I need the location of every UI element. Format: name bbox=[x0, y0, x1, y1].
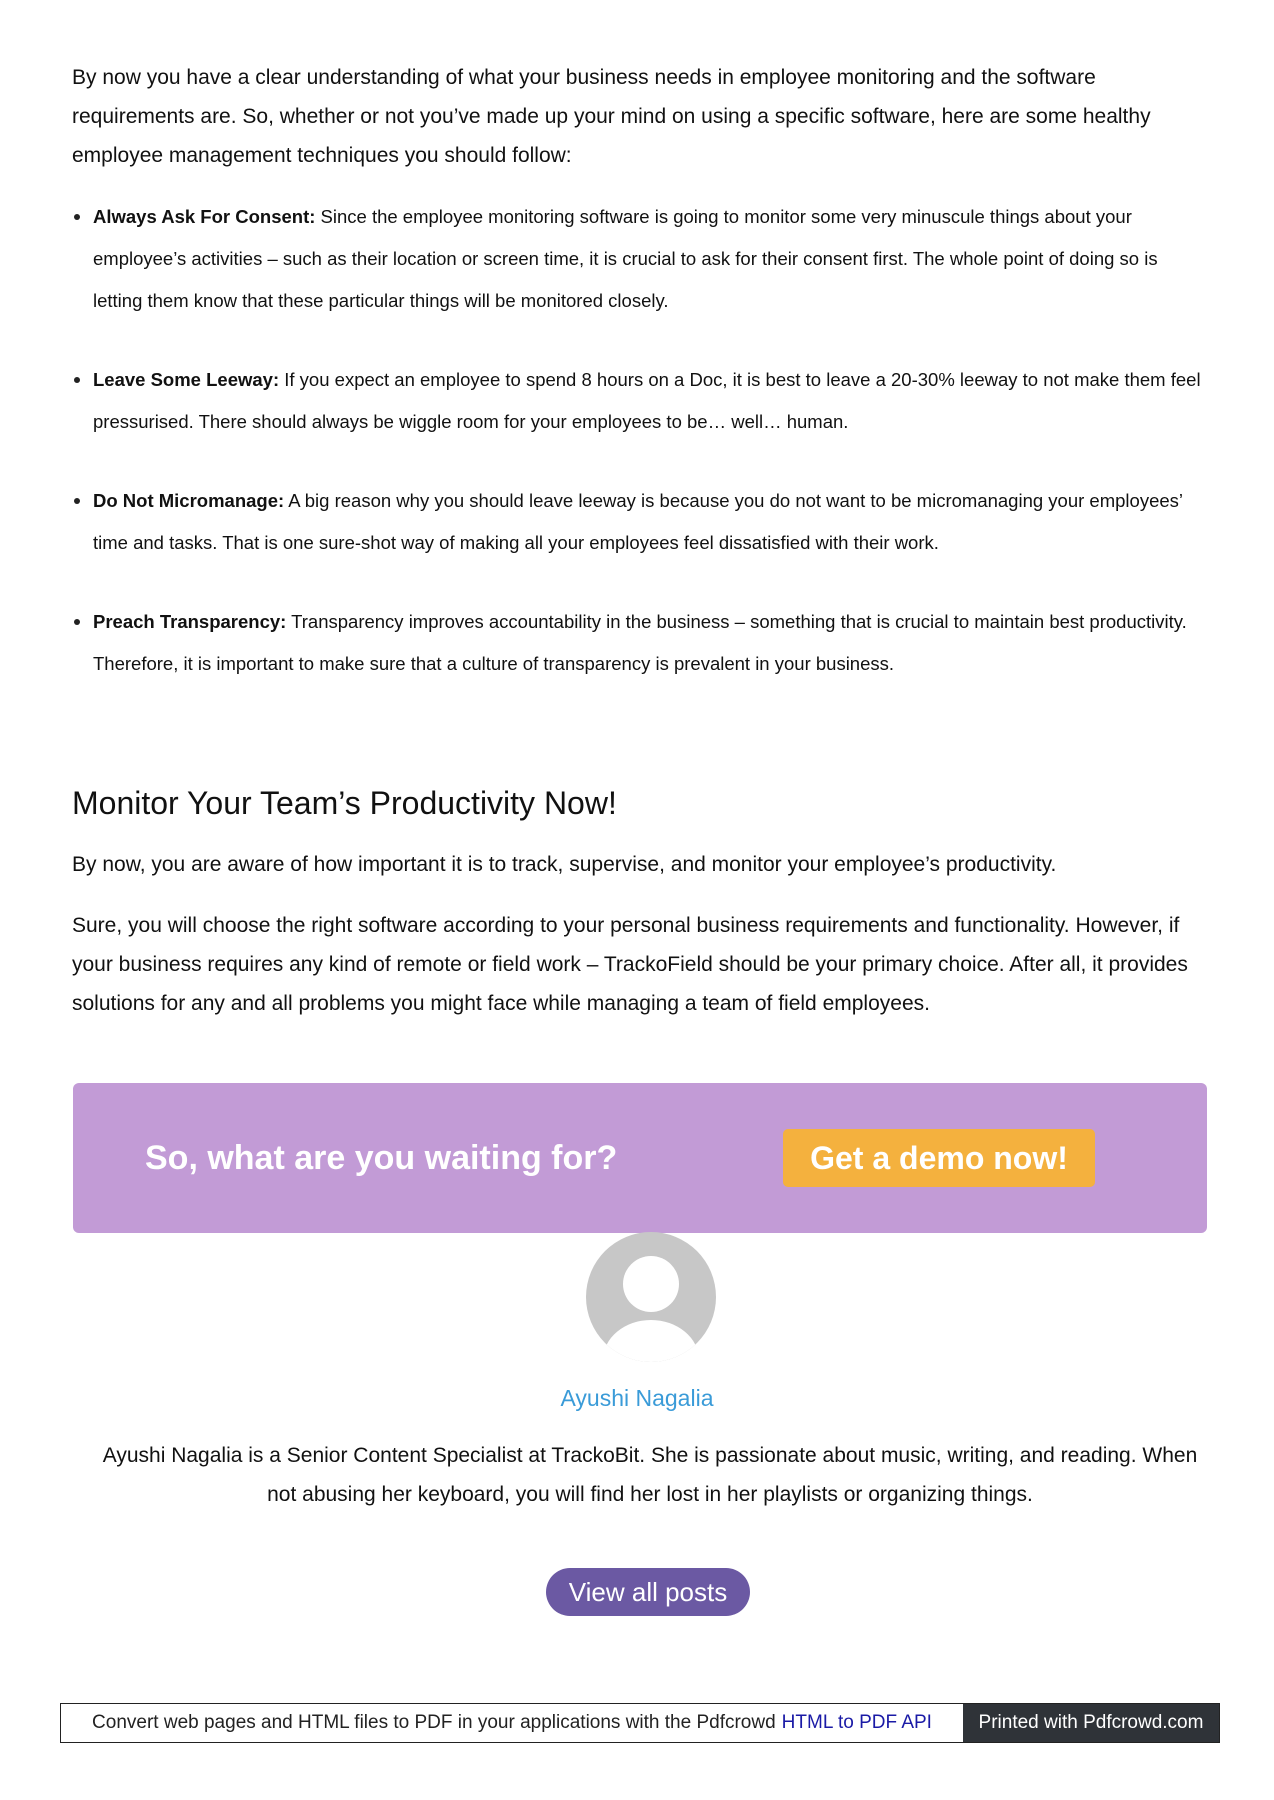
tip-text: If you expect an employee to spend 8 hours on a Doc, it is best to leave a 20-30% leeway to not make them feel pressurised. There should always be wiggle room for your employees to be… well… human. bbox=[93, 369, 1201, 432]
list-item bbox=[72, 196, 1212, 322]
list-item bbox=[72, 480, 1212, 564]
section-paragraph-1: By now, you are aware of how important it is to track, supervise, and monitor your employee’s productivity. bbox=[72, 853, 1057, 876]
cta-text: So, what are you waiting for? bbox=[145, 1139, 618, 1177]
get-demo-button[interactable]: Get a demo now! bbox=[783, 1129, 1095, 1187]
section-heading: Monitor Your Team’s Productivity Now! bbox=[72, 785, 617, 821]
html-to-pdf-link[interactable]: HTML to PDF API bbox=[781, 1712, 932, 1733]
tip-text: A big reason why you should leave leeway is because you do not want to be micromanaging your employees’ time and tasks. That is one sure-shot way of making all your employees feel dissatisfied with their work. bbox=[93, 490, 1183, 553]
section-paragraph-2: Sure, you will choose the right software according to your personal business requirements and functionality. However, if your business requires any kind of remote or field work – TrackoField should be your primary choice. After all, it provides solutions for any and all problems you might face while managing a team of field employees. bbox=[72, 914, 1188, 1015]
footer-text: Convert web pages and HTML files to PDF in your applications with the Pdfcrowd bbox=[92, 1712, 776, 1733]
author-bio: Ayushi Nagalia is a Senior Content Specialist at TrackoBit. She is passionate about music, writing, and reading. When not abusing her keyboard, you will find her lost in her playlists or organizing things. bbox=[102, 1444, 1198, 1506]
list-item bbox=[72, 601, 1212, 685]
tip-title: Do Not Micromanage: bbox=[93, 490, 285, 511]
tip-text: Transparency improves accountability in the business – something that is crucial to maintain best productivity. Therefore, it is important to make sure that a culture of transparency is prevalent in your business. bbox=[93, 611, 1187, 674]
tip-title: Always Ask For Consent: bbox=[93, 206, 316, 227]
list-item bbox=[72, 359, 1212, 443]
view-all-posts-button[interactable]: View all posts bbox=[546, 1568, 750, 1616]
footer-left bbox=[61, 1704, 963, 1742]
author-name-link[interactable]: Ayushi Nagalia bbox=[560, 1385, 714, 1411]
intro-paragraph: By now you have a clear understanding of what your business needs in employee monitoring and the software requirements are. So, whether or not you’ve made up your mind on using a specific software, here are some healthy employee management techniques you should follow: bbox=[72, 66, 1151, 167]
pdfcrowd-footer bbox=[60, 1703, 1220, 1743]
tip-text: Since the employee monitoring software is going to monitor some very minuscule things about your employee’s activities – such as their location or screen time, it is crucial to ask for their consent first. The whole point of doing so is letting them know that these particular things will be monitored closely. bbox=[93, 206, 1158, 311]
tip-title: Preach Transparency: bbox=[93, 611, 287, 632]
tips-list bbox=[72, 196, 1212, 722]
printed-with-badge[interactable]: Printed with Pdfcrowd.com bbox=[963, 1704, 1219, 1742]
tip-title: Leave Some Leeway: bbox=[93, 369, 280, 390]
cta-banner bbox=[73, 1083, 1207, 1233]
default-user-avatar-icon bbox=[586, 1232, 716, 1362]
